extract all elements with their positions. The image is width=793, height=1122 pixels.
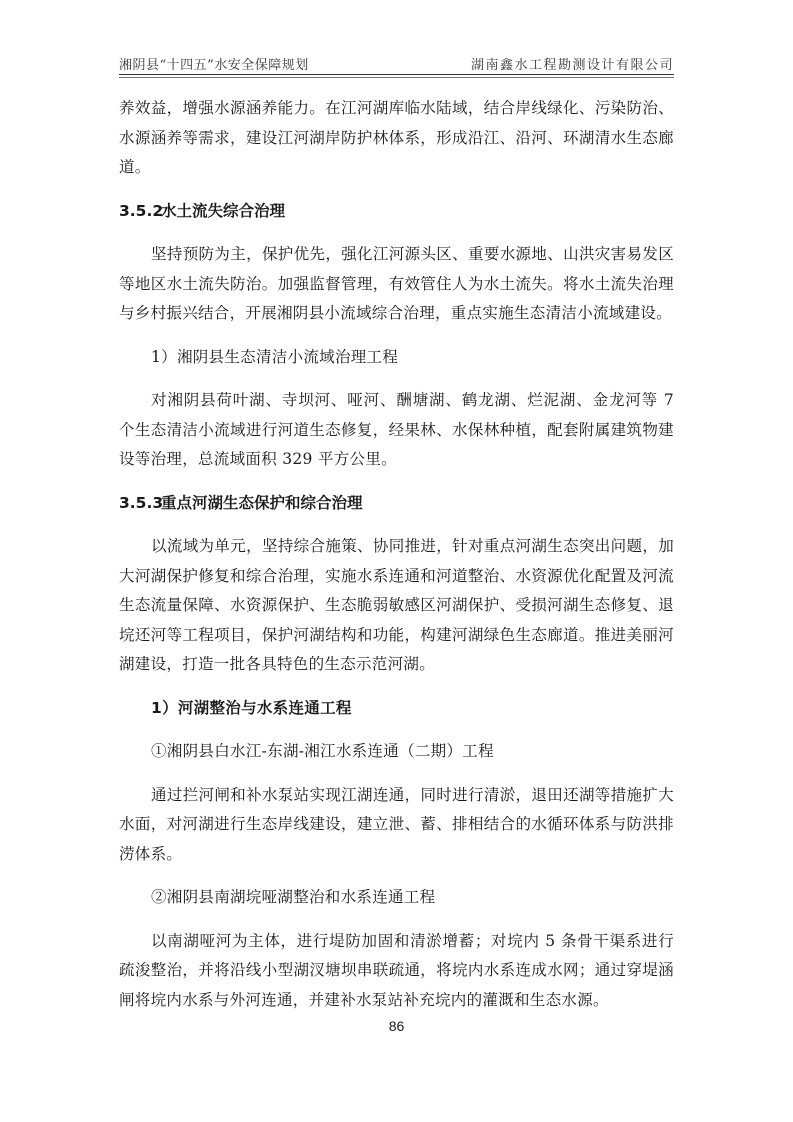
paragraph: 以流域为单元，坚持综合施策、协同推进，针对重点河湖生态突出问题，加大河湖保护修复和综合治理，实施水系连通和河道整治、水资源优化配置及河流生态流量保障、水资源保护、生态脆弱敏感区河湖保护、受损河湖生态修复、退垸还河等工程项目，保护河湖结构和功能，构建河湖绿色生态廊道。推进美丽河湖建设，打造一批各具特色的生态示范河湖。 <box>119 537 674 673</box>
paragraph: 通过拦河闸和补水泵站实现江湖连通，同时进行清淤，退田还湖等措施扩大水面，对河湖进行生态岸线建设，建立泄、蓄、排相结合的水循环体系与防洪排涝体系。 <box>119 785 674 863</box>
header-divider-thin <box>119 77 674 78</box>
paragraph: 坚持预防为主，保护优先，强化江河源头区、重要水源地、山洪灾害易发区等地区水土流失防治。加强监督管理，有效管住人为水土流失。将水土流失治理与乡村振兴结合，开展湘阴县小流域综合治理，重点实施生态清洁小流域建设。 <box>119 245 674 322</box>
header-document-title: 湘阴县“十四五”水安全保障规划 <box>119 58 309 73</box>
section-title: 重点河湖生态保护和综合治理 <box>161 493 363 512</box>
section-number: 3.5.3 <box>119 493 164 512</box>
section-number: 3.5.2 <box>119 201 164 220</box>
page-number: 86 <box>388 1018 405 1034</box>
section-heading-3-5-3 <box>119 489 674 519</box>
section-title: 水土流失综合治理 <box>161 201 286 220</box>
page-body <box>119 94 674 1015</box>
header-company-name: 湖南鑫水工程勘测设计有限公司 <box>470 58 674 73</box>
running-header <box>119 52 674 74</box>
section-heading-3-5-2 <box>119 197 674 227</box>
list-item-heading: 1）河湖整治与水系连通工程 <box>151 698 352 717</box>
project-heading: ①湘阴县白水江-东湖-湘江水系连通（二期）工程 <box>151 742 494 760</box>
paragraph: 养效益，增强水源涵养能力。在江河湖库临水陆域，结合岸线绿化、污染防治、水源涵养等需求，建设江河湖岸防护林体系，形成沿江、沿河、环湖清水生态廊道。 <box>119 99 674 176</box>
list-item-heading: 1）湘阴县生态清洁小流域治理工程 <box>151 347 399 366</box>
header-divider <box>119 74 674 75</box>
paragraph: 对湘阴县荷叶湖、寺坝河、哑河、酬塘湖、鹤龙湖、烂泥湖、金龙河等 7 个生态清洁小流域进行河道生态修复，经果林、水保林种植，配套附属建筑物建设等治理，总流域面积 329 平方公里。 <box>119 391 674 468</box>
paragraph: 以南湖哑河为主体，进行堤防加固和清淤增蓄；对垸内 5 条骨干渠系进行疏浚整治，并将沿线小型湖汊塘坝串联疏通，将垸内水系连成水网；通过穿堤涵闸将垸内水系与外河连通，并建补水泵站补充垸内的灌溉和生态水源。 <box>119 931 674 1009</box>
project-heading: ②湘阴县南湖垸哑湖整治和水系连通工程 <box>151 888 436 906</box>
